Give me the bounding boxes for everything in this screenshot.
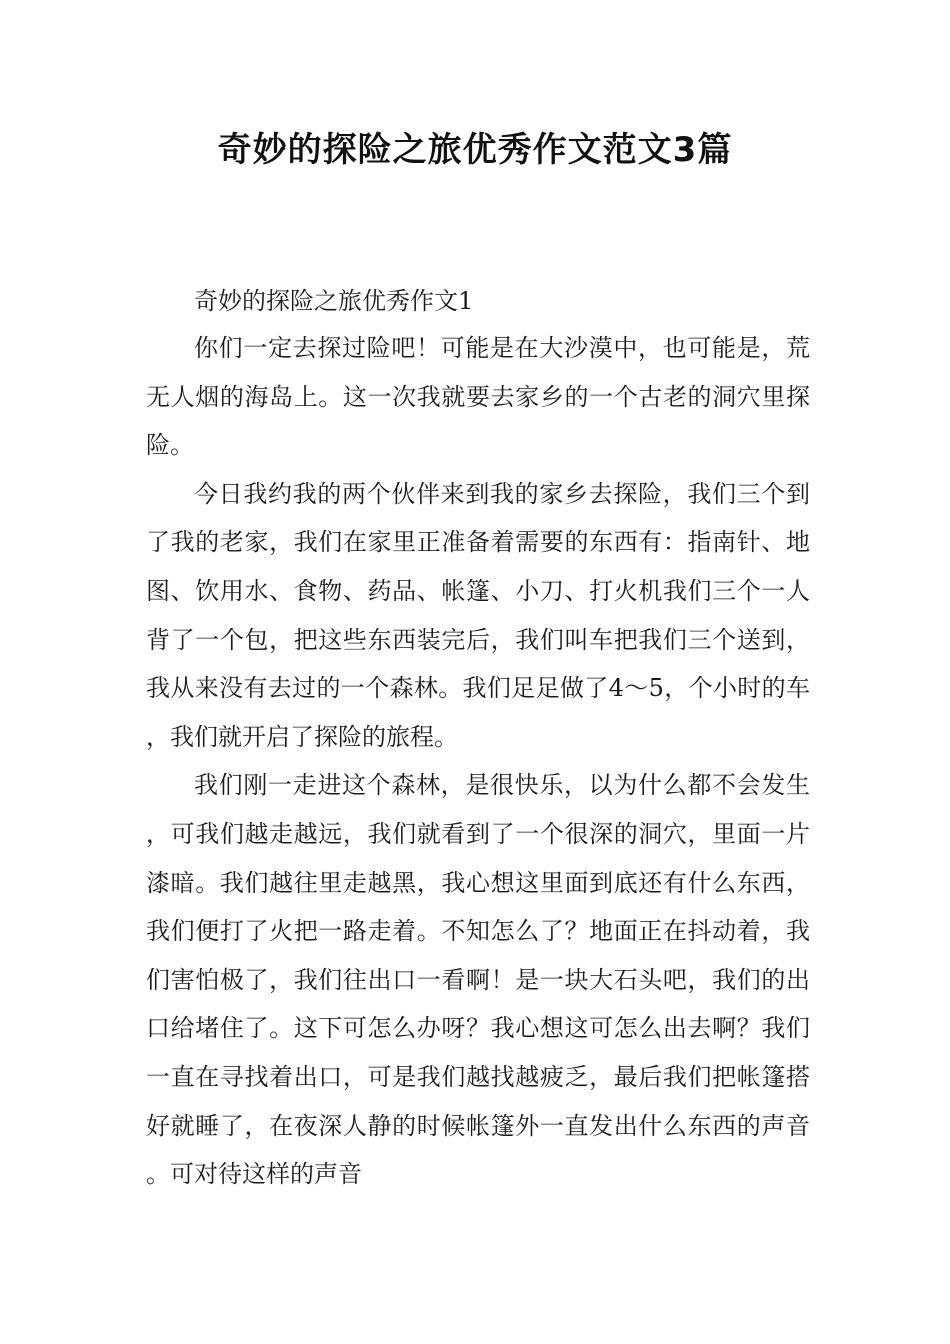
document-title: 奇妙的探险之旅优秀作文范文3篇 <box>217 130 733 170</box>
paragraph-2: 今日我约我的两个伙伴来到我的家乡去探险，我们三个到了我的老家，我们在家里正准备着需要的东西有：指南针、地图、饮用水、食物、药品、帐篷、小刀、打火机我们三个一人背了一个包，把这些东西装完后，我们叫车把我们三个送到，我从来没有去过的一个森林。我们足足做了4～5，个小时的车，我们就开启了探险的旅程。 <box>146 479 810 751</box>
paragraph-1: 你们一定去探过险吧！可能是在大沙漠中，也可能是，荒无人烟的海岛上。这一次我就要去家乡的一个古老的洞穴里探险。 <box>146 334 810 460</box>
section-heading: 奇妙的探险之旅优秀作文1 <box>194 287 474 315</box>
paragraph-3: 我们刚一走进这个森林，是很快乐，以为什么都不会发生，可我们越走越远，我们就看到了一个很深的洞穴，里面一片漆暗。我们越往里走越黑，我心想这里面到底还有什么东西，我们便打了火把一路走着。不知怎么了？地面正在抖动着，我们害怕极了，我们往出口一看啊！是一块大石头吧，我们的出口给堵住了。这下可怎么办呀？我心想这可怎么出去啊？我们一直在寻找着出口，可是我们越找越疲乏，最后我们把帐篷搭好就睡了，在夜深人静的时候帐篷外一直发出什么东西的声音。可对待这样的声音 <box>146 771 810 1189</box>
document-body <box>146 278 810 1199</box>
